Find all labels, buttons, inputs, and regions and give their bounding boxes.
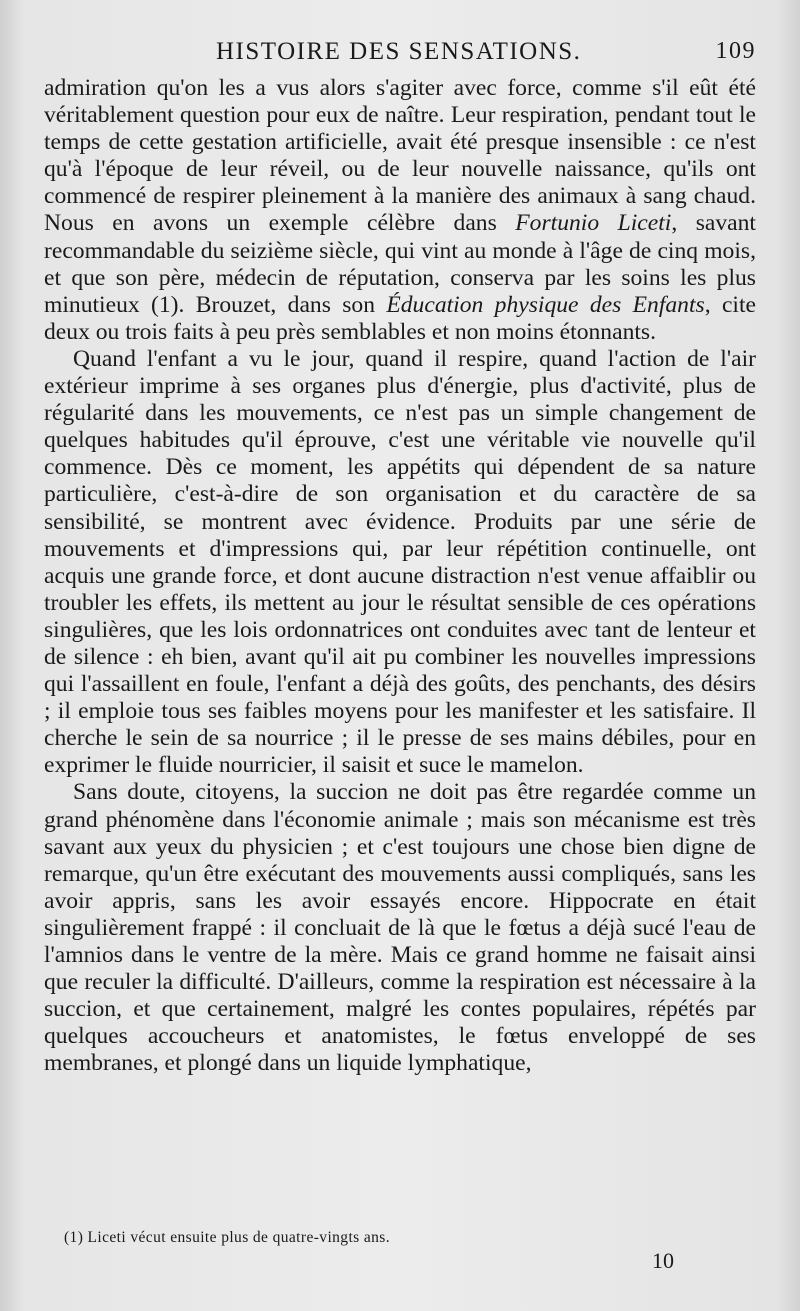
italic-book-title: Éducation physique des Enfants [386,291,705,318]
text-run: admiration qu'on les a vus alors s'agiter avec force, comme s'il eût été véritablement question pour eux de naître. Leur respiration, pendant tout le temps de cette gestation artificielle, avait été presque insensible : ce n'est qu'à l'époque de leur réveil, ou de leur nouvelle naissance, qu'ils ont commencé de respirer pleinement à la manière des animaux à sang chaud. Nous en avons un exemple célèbre dans [44,75,756,237]
paragraph: Sans doute, citoyens, la succion ne doit pas être regardée comme un grand phénomène dans l'économie animale ; mais son mécanisme est très savant aux yeux du physicien ; et c'est toujours une chose bien digne de remarque, qu'un être exécutant des mouvements aussi compliqués, sans les avoir appris, sans les avoir essayés encore. Hippocrate en était singulièrement frappé : il concluait de là que le fœtus a déjà sucé l'eau de l'amnios dans le ventre de la mère. Mais ce grand homme ne faisait ainsi que reculer la difficulté. D'ailleurs, comme la respiration est nécessaire à la succion, et que certainement, malgré les contes populaires, répétés par quelques accoucheurs et anatomistes, le fœtus enveloppé de ses membranes, et plongé dans un liquide lymphatique, [44,779,756,1077]
italic-name: Fortunio Liceti [515,210,672,237]
text-run: , savant recommandable du seizième siècle, qui vint au monde à l'âge de cinq mois, et que son père, médecin de réputation, conserva par les soins les plus minutieux (1). Brouzet, dans son [44,210,756,318]
body-text [44,75,756,1077]
page-number: 109 [715,38,756,64]
page-header [216,38,756,72]
paragraph [44,75,756,346]
signature-mark: 10 [652,1248,674,1273]
running-title: HISTOIRE DES SENSATIONS. [216,38,582,65]
text-run: , cite deux ou trois faits à peu près semblables et non moins étonnants. [44,291,756,345]
footnote: (1) Liceti vécut ensuite plus de quatre-vingts ans. [64,1229,391,1246]
paragraph: Quand l'enfant a vu le jour, quand il respire, quand l'action de l'air extérieur imprime à ses organes plus d'énergie, plus d'activité, plus de régularité dans les mouvements, ce n'est pas un simple changement de quelques habitudes qu'il éprouve, c'est une véritable vie nouvelle qu'il commence. Dès ce moment, les appétits qui dépendent de sa nature particulière, c'est-à-dire de son organisation et du caractère de sa sensibilité, se montrent avec évidence. Produits par une série de mouvements et d'impressions qui, par leur répétition continuelle, ont acquis une grande force, et dont aucune distraction n'est venue affaiblir ou troubler les effets, ils mettent au jour le résultat sensible de ces opérations singulières, que les lois ordonnatrices ont conduites avec tant de lenteur et de silence : eh bien, avant qu'il ait pu combiner les nouvelles impressions qui l'assaillent en foule, l'enfant a déjà des goûts, des penchants, des désirs ; il emploie tous ses faibles moyens pour les manifester et les satisfaire. Il cherche le sein de sa nourrice ; il le presse de ses mains débiles, pour en exprimer le fluide nourricier, il saisit et suce le mamelon. [44,345,756,779]
